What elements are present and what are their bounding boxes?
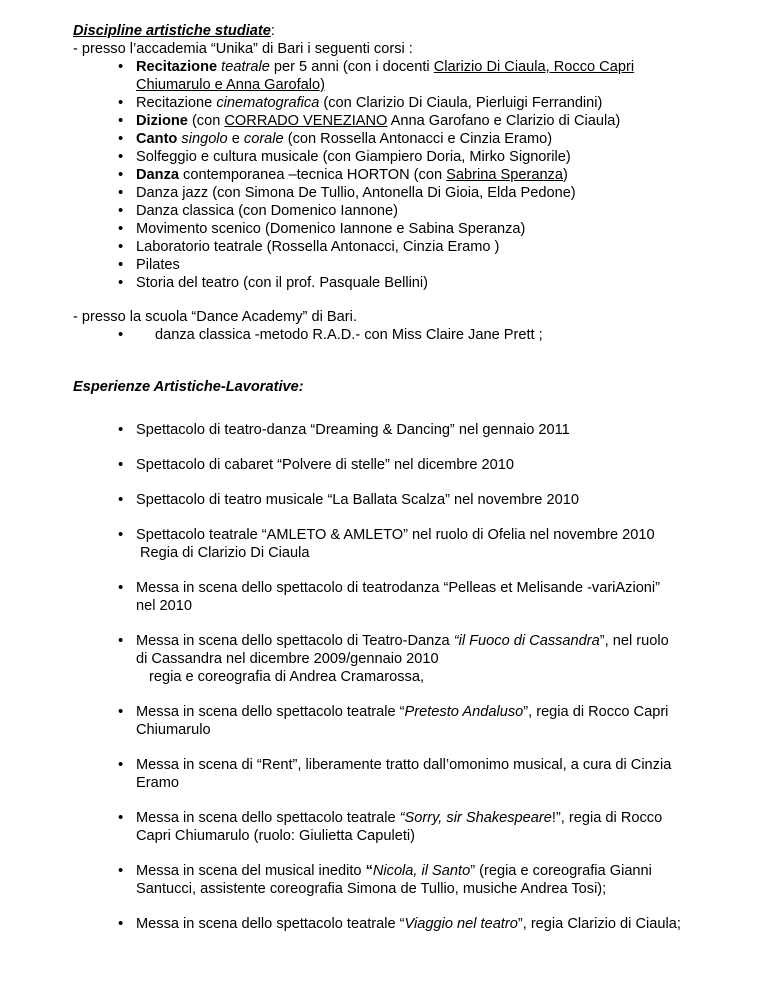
list-item: • Spettacolo di teatro-danza “Dreaming & Dancing” nel gennaio 2011 xyxy=(73,421,683,439)
section-title: Discipline artistiche studiate xyxy=(73,23,271,39)
course-list xyxy=(73,58,768,292)
list-item: • Spettacolo di cabaret “Polvere di stelle” nel dicembre 2010 xyxy=(73,456,683,474)
dance-academy-intro: - presso la scuola “Dance Academy” di Bari. xyxy=(73,309,357,325)
list-item: • Danza classica (con Domenico Iannone) xyxy=(73,202,768,220)
list-item: • Dizione (con CORRADO VENEZIANO Anna Garofano e Clarizio di Ciaula) xyxy=(73,112,768,130)
list-item: • Messa in scena dello spettacolo teatrale “Sorry, sir Shakespeare!”, regia di Rocco Capri Chiumarulo (ruolo: Giulietta Capuleti) xyxy=(73,809,683,845)
list-item: • Messa in scena dello spettacolo di Teatro-Danza “il Fuoco di Cassandra”, nel ruolo di Cassandra nel dicembre 2009/gennaio 2010 regia e coreografia di Andrea Cramarossa, xyxy=(73,632,683,686)
list-item: • danza classica -metodo R.A.D.- con Miss Claire Jane Prett ; xyxy=(73,326,768,344)
dance-list xyxy=(73,326,768,344)
list-item: • Movimento scenico (Domenico Iannone e Sabina Speranza) xyxy=(73,220,768,238)
list-item: • Recitazione cinematografica (con Clarizio Di Ciaula, Pierluigi Ferrandini) xyxy=(73,94,768,112)
experience-list xyxy=(73,421,683,933)
list-item: • Danza contemporanea –tecnica HORTON (con Sabrina Speranza) xyxy=(73,166,768,184)
list-item: • Messa in scena del musical inedito “Nicola, il Santo” (regia e coreografia Gianni Santucci, assistente coreografia Simona de Tullio, musiche Andrea Tosi); xyxy=(73,862,683,898)
section-studies-heading: Discipline artistiche studiate: xyxy=(73,23,275,39)
list-item: • Pilates xyxy=(73,256,768,274)
list-item: • Messa in scena dello spettacolo teatrale “Pretesto Andaluso”, regia di Rocco Capri Chiumarulo xyxy=(73,703,683,739)
list-item: • Danza jazz (con Simona De Tullio, Antonella Di Gioia, Elda Pedone) xyxy=(73,184,768,202)
list-item: • Messa in scena di “Rent”, liberamente tratto dall’omonimo musical, a cura di Cinzia Eramo xyxy=(73,756,683,792)
list-item: • Recitazione teatrale per 5 anni (con i docenti Clarizio Di Ciaula, Rocco Capri Chiumarulo e Anna Garofalo) xyxy=(73,58,696,94)
list-item: • Messa in scena dello spettacolo teatrale “Viaggio nel teatro”, regia Clarizio di Ciaula; xyxy=(73,915,683,933)
list-item: • Solfeggio e cultura musicale (con Giampiero Doria, Mirko Signorile) xyxy=(73,148,768,166)
list-item: • Laboratorio teatrale (Rossella Antonacci, Cinzia Eramo ) xyxy=(73,238,768,256)
list-item: • Spettacolo di teatro musicale “La Ballata Scalza” nel novembre 2010 xyxy=(73,491,683,509)
list-item: • Messa in scena dello spettacolo di teatrodanza “Pelleas et Melisande -variAzioni” nel 2010 xyxy=(73,579,683,615)
list-item: • Canto singolo e corale (con Rossella Antonacci e Cinzia Eramo) xyxy=(73,130,768,148)
list-item: • Storia del teatro (con il prof. Pasquale Bellini) xyxy=(73,274,768,292)
section-experience-heading: Esperienze Artistiche-Lavorative: xyxy=(73,379,304,395)
list-item: • Spettacolo teatrale “AMLETO & AMLETO” nel ruolo di Ofelia nel novembre 2010 Regia di Clarizio Di Ciaula xyxy=(73,526,683,562)
academy-intro: - presso l’accademia “Unika” di Bari i seguenti corsi : xyxy=(73,41,413,57)
